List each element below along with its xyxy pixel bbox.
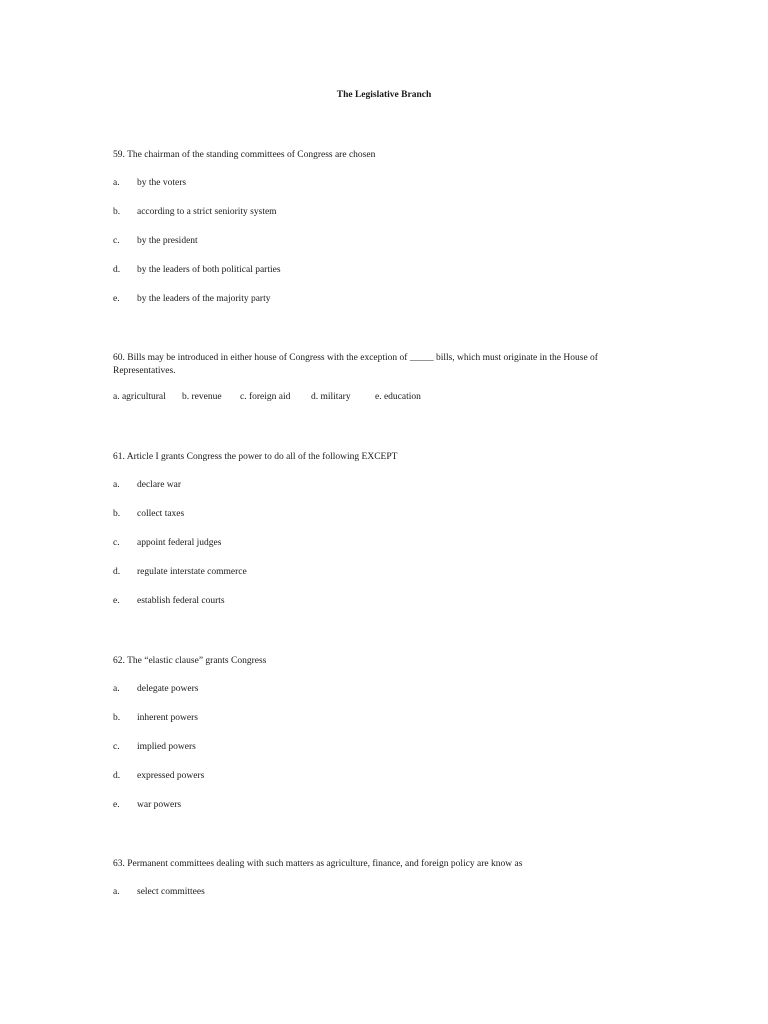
option-text: collect taxes xyxy=(137,509,185,519)
option-letter: e. xyxy=(113,800,120,810)
option-letter: c. xyxy=(113,236,120,246)
option-text: by the president xyxy=(137,236,198,246)
option-a: a. agricultural xyxy=(113,392,166,402)
option-text: inherent powers xyxy=(137,713,198,723)
option-letter: c. xyxy=(113,538,120,548)
option-text: establish federal courts xyxy=(137,596,225,606)
question-text: 60. Bills may be introduced in either house of Congress with the exception of _____ bills, which must originate in the House of Representatives. xyxy=(113,353,598,376)
option-letter: c. xyxy=(113,742,120,752)
page-title: The Legislative Branch xyxy=(336,90,432,100)
option-letter: d. xyxy=(113,567,121,577)
question-text: 59. The chairman of the standing committees of Congress are chosen xyxy=(113,150,376,160)
option-text: implied powers xyxy=(137,742,196,752)
option-letter: d. xyxy=(113,265,121,275)
option-text: appoint federal judges xyxy=(137,538,222,548)
option-letter: b. xyxy=(113,207,121,217)
option-text: expressed powers xyxy=(137,771,205,781)
option-text: war powers xyxy=(137,800,182,810)
option-text: regulate interstate commerce xyxy=(137,567,247,577)
question-text: 63. Permanent committees dealing with such matters as agriculture, finance, and foreign policy are know as xyxy=(113,859,523,869)
option-text: by the leaders of the majority party xyxy=(137,294,271,304)
option-text: by the leaders of both political parties xyxy=(137,265,281,275)
option-letter: a. xyxy=(113,887,120,897)
option-b: b. revenue xyxy=(182,392,222,402)
option-text: by the voters xyxy=(137,178,187,188)
option-text: declare war xyxy=(137,480,182,490)
option-letter: b. xyxy=(113,713,121,723)
option-text: according to a strict seniority system xyxy=(137,207,277,217)
option-text: delegate powers xyxy=(137,684,199,694)
question-text: 62. The “elastic clause” grants Congress xyxy=(113,656,267,666)
option-e: e. education xyxy=(375,392,421,402)
option-letter: a. xyxy=(113,684,120,694)
option-letter: e. xyxy=(113,596,120,606)
option-letter: a. xyxy=(113,480,120,490)
option-d: d. military xyxy=(311,392,351,402)
option-c: c. foreign aid xyxy=(240,392,291,402)
question-text: 61. Article I grants Congress the power to do all of the following EXCEPT xyxy=(113,452,398,462)
option-text: select committees xyxy=(137,887,205,897)
option-letter: d. xyxy=(113,771,121,781)
option-letter: b. xyxy=(113,509,121,519)
option-letter: e. xyxy=(113,294,120,304)
option-letter: a. xyxy=(113,178,120,188)
